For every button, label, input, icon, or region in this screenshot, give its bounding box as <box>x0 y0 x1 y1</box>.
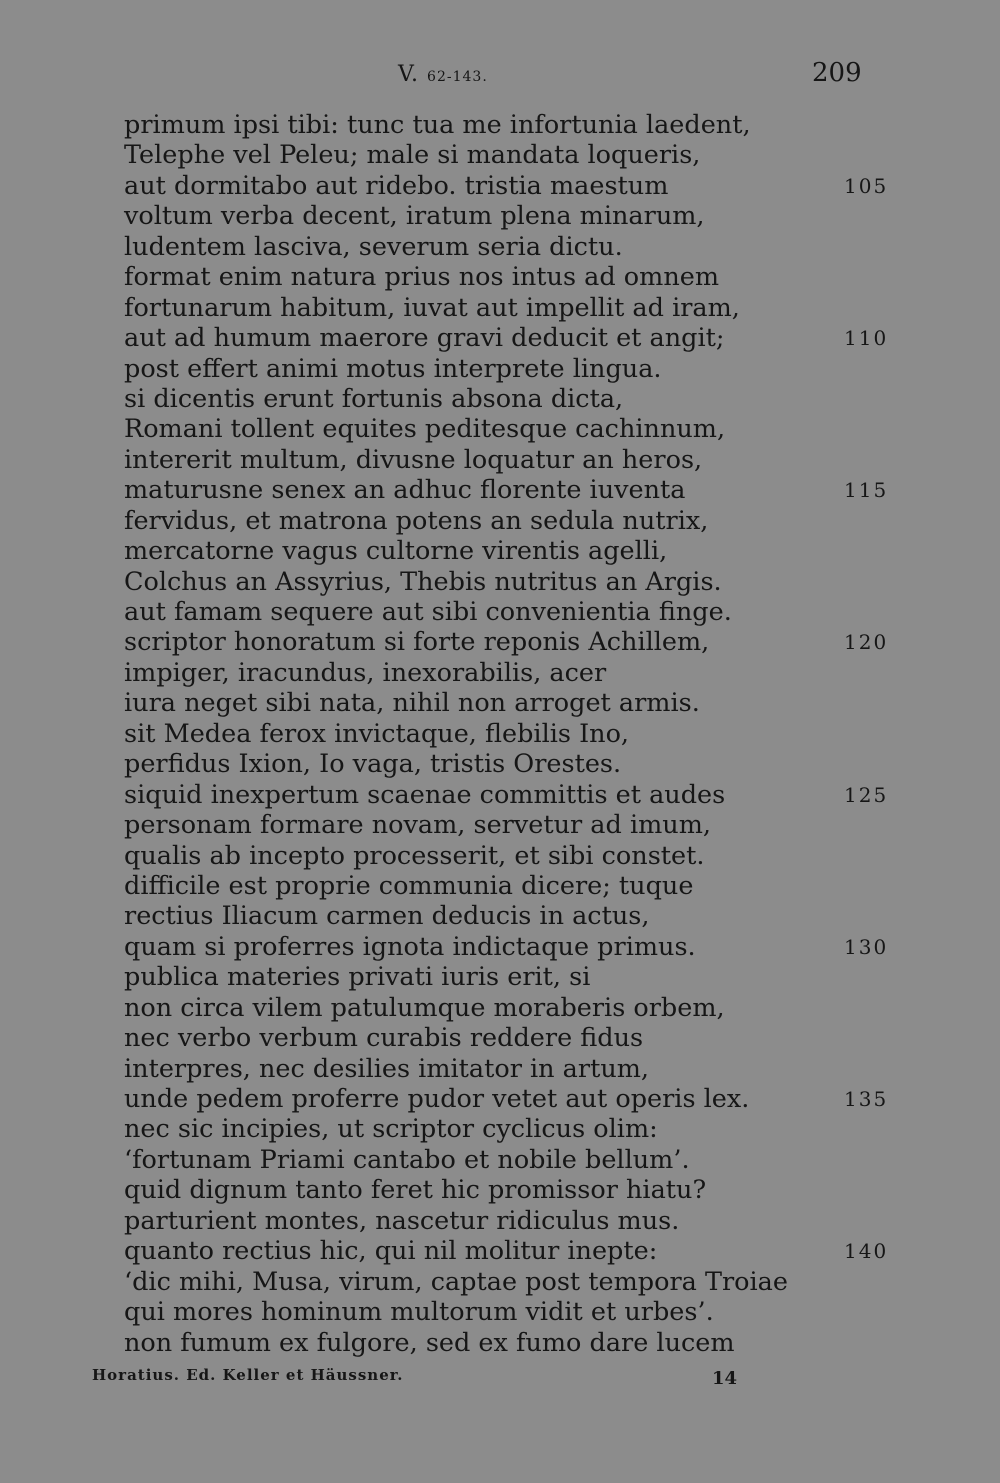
verse-line <box>124 1267 904 1297</box>
verse-line <box>124 1145 904 1175</box>
verse-text: siquid inexpertum scaenae committis et audes <box>124 779 726 810</box>
line-number: 115 <box>844 478 889 503</box>
verse-text: si dicentis erunt fortunis absona dicta, <box>124 383 624 414</box>
verse-line <box>124 140 904 170</box>
verse-text: non fumum ex fulgore, sed ex fumo dare lucem <box>124 1327 735 1358</box>
line-number: 125 <box>844 782 889 807</box>
verse-line <box>124 962 904 992</box>
verse-text: scriptor honoratum si forte reponis Achillem, <box>124 627 710 658</box>
verse-line <box>124 841 904 871</box>
verse-line <box>124 871 904 901</box>
verse-text: post effert animi motus interprete lingua. <box>124 353 662 384</box>
verse-line <box>124 201 904 231</box>
verse-line <box>124 536 904 566</box>
verse-text: aut dormitabo aut ridebo. tristia maestum <box>124 170 669 201</box>
verse-text: difficile est proprie communia dicere; tuque <box>124 870 694 901</box>
verse-line <box>124 171 904 201</box>
verse-line <box>124 1114 904 1144</box>
signature-mark: 14 <box>712 1368 738 1389</box>
verse-text: ‘fortunam Priami cantabo et nobile bellum’. <box>124 1144 690 1175</box>
section-range: 62-143. <box>427 69 488 85</box>
verse-text: ‘dic mihi, Musa, virum, captae post tempora Troiae <box>124 1266 788 1297</box>
verse-line <box>124 658 904 688</box>
verse-line <box>124 1023 904 1053</box>
verse-line <box>124 627 904 657</box>
verse-text: rectius Iliacum carmen deducis in actus, <box>124 901 650 932</box>
verse-text: interpres, nec desilies imitator in artum, <box>124 1053 650 1084</box>
verse-text: ludentem lasciva, severum seria dictu. <box>124 231 623 262</box>
verse-line <box>124 110 904 140</box>
line-number: 130 <box>844 934 889 959</box>
verse-text: nec verbo verbum curabis reddere fidus <box>124 1023 644 1054</box>
verse-line <box>124 1297 904 1327</box>
verse-line <box>124 354 904 384</box>
verse-text: quanto rectius hic, qui nil molitur inepte: <box>124 1236 658 1267</box>
verse-line <box>124 414 904 444</box>
verse-line <box>124 1328 904 1358</box>
verse-text: maturusne senex an adhuc florente iuventa <box>124 475 686 506</box>
verse-line <box>124 262 904 292</box>
verse-line <box>124 1054 904 1084</box>
line-number: 120 <box>844 630 889 655</box>
verse-line <box>124 780 904 810</box>
verse-line <box>124 719 904 749</box>
verse-text: sit Medea ferox invictaque, flebilis Ino, <box>124 718 630 749</box>
verse-text: personam formare novam, servetur ad imum, <box>124 810 711 841</box>
verse-text: quid dignum tanto feret hic promissor hiatu? <box>124 1175 707 1206</box>
verse-text: voltum verba decent, iratum plena minarum, <box>124 201 705 232</box>
verse-text: non circa vilem patulumque moraberis orbem, <box>124 992 725 1023</box>
verse-line <box>124 567 904 597</box>
verse-text: qui mores hominum multorum vidit et urbes’. <box>124 1297 714 1328</box>
verse-line <box>124 932 904 962</box>
verse-text: mercatorne vagus cultorne virentis agelli, <box>124 536 668 567</box>
verse-text: nec sic incipies, ut scriptor cyclicus olim: <box>124 1114 658 1145</box>
line-number: 110 <box>844 326 889 351</box>
verse-line <box>124 293 904 323</box>
verse-line <box>124 749 904 779</box>
line-number: 140 <box>844 1239 889 1264</box>
verse-line <box>124 901 904 931</box>
verse-text: publica materies privati iuris erit, si <box>124 962 591 993</box>
verse-text: unde pedem proferre pudor vetet aut operis lex. <box>124 1084 750 1114</box>
verse-line <box>124 384 904 414</box>
verse-line <box>124 1084 904 1114</box>
verse-text: fervidus, et matrona potens an sedula nutrix, <box>124 505 709 536</box>
verse-line <box>124 445 904 475</box>
verse-line <box>124 993 904 1023</box>
verse-block <box>124 110 904 1358</box>
line-number: 135 <box>844 1087 889 1111</box>
verse-line <box>124 1236 904 1266</box>
verse-text: impiger, iracundus, inexorabilis, acer <box>124 657 607 688</box>
section-roman: V. <box>398 62 420 87</box>
verse-text: aut ad humum maerore gravi deducit et angit; <box>124 323 725 354</box>
line-number: 105 <box>844 173 889 198</box>
verse-text: fortunarum habitum, iuvat aut impellit ad iram, <box>124 292 740 323</box>
verse-line <box>124 810 904 840</box>
page-number: 209 <box>812 58 862 88</box>
verse-line <box>124 475 904 505</box>
verse-line <box>124 688 904 718</box>
verse-text: Colchus an Assyrius, Thebis nutritus an Argis. <box>124 566 722 597</box>
verse-line <box>124 506 904 536</box>
verse-line <box>124 1175 904 1205</box>
verse-text: iura neget sibi nata, nihil non arroget armis. <box>124 688 700 719</box>
verse-text: Telephe vel Peleu; male si mandata loqueris, <box>124 140 701 171</box>
verse-text: format enim natura prius nos intus ad omnem <box>124 262 720 293</box>
verse-line <box>124 1206 904 1236</box>
verse-text: parturient montes, nascetur ridiculus mus. <box>124 1205 680 1236</box>
verse-text: Romani tollent equites peditesque cachinnum, <box>124 414 726 445</box>
verse-text: intererit multum, divusne loquatur an heros, <box>124 444 703 475</box>
verse-text: primum ipsi tibi: tunc tua me infortunia laedent, <box>124 110 751 140</box>
verse-text: aut famam sequere aut sibi convenientia finge. <box>124 597 732 627</box>
verse-text: qualis ab incepto processerit, et sibi constet. <box>124 840 705 871</box>
verse-line <box>124 597 904 627</box>
verse-text: quam si proferres ignota indictaque primus. <box>124 931 696 962</box>
verse-text: perfidus Ixion, Io vaga, tristis Orestes. <box>124 749 622 780</box>
verse-line <box>124 323 904 353</box>
verse-line <box>124 232 904 262</box>
running-head <box>398 62 488 87</box>
edition-footer: Horatius. Ed. Keller et Häussner. <box>92 1366 404 1384</box>
